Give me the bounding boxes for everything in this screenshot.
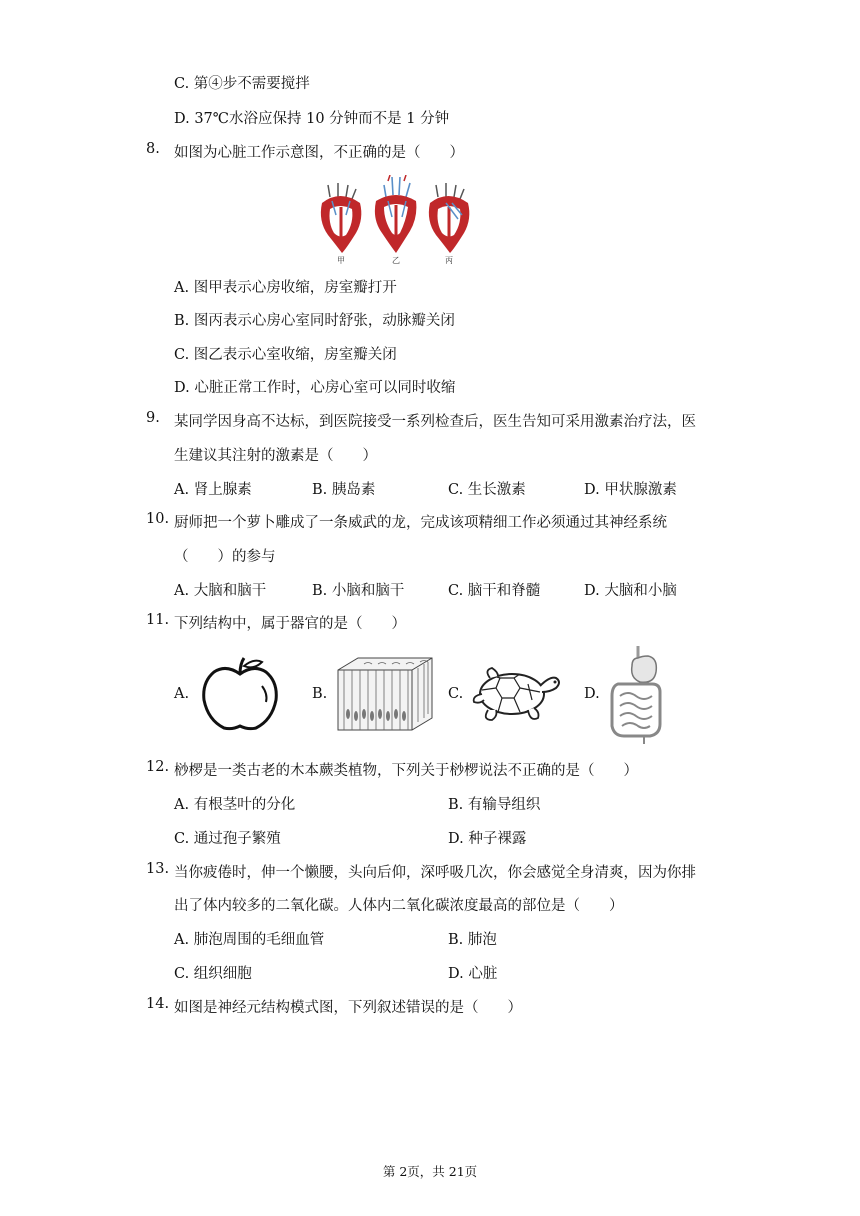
q14-stem: 如图是神经元结构模式图，下列叙述错误的是（ ） bbox=[174, 1000, 522, 1016]
q8-option-a: A. 图甲表示心房收缩，房室瓣打开 bbox=[174, 280, 397, 296]
page-footer: 第 2页，共 21页 bbox=[382, 1164, 478, 1179]
heart-icon-jia bbox=[321, 183, 361, 253]
q10-stem-line2: （ ）的参与 bbox=[174, 549, 276, 565]
q10-option-a: A. 大脑和脑干 bbox=[174, 583, 267, 599]
q14-number: 14. bbox=[146, 996, 170, 1012]
q13-option-b: B. 肺泡 bbox=[448, 932, 497, 948]
q9-option-b: B. 胰岛素 bbox=[312, 482, 376, 498]
digestive-system-icon bbox=[604, 644, 668, 744]
q12-option-a: A. 有根茎叶的分化 bbox=[174, 797, 296, 813]
q10-stem-line1: 厨师把一个萝卜雕成了一条威武的龙，完成该项精细工作必须通过其神经系统 bbox=[174, 515, 667, 531]
q11-option-c-label: C. bbox=[448, 686, 464, 702]
q13-stem-line1: 当你疲倦时，伸一个懒腰，头向后仰，深呼吸几次，你会感觉全身清爽，因为你排 bbox=[174, 865, 696, 881]
q12-option-c: C. 通过孢子繁殖 bbox=[174, 831, 281, 847]
q13-option-d: D. 心脏 bbox=[448, 966, 498, 982]
q9-option-d: D. 甲状腺激素 bbox=[584, 482, 677, 498]
q9-option-c: C. 生长激素 bbox=[448, 482, 526, 498]
epithelial-tissue-icon bbox=[334, 656, 434, 738]
q9-option-a: A. 肾上腺素 bbox=[174, 482, 252, 498]
q13-option-a: A. 肺泡周围的毛细血管 bbox=[174, 932, 325, 948]
turtle-icon bbox=[468, 654, 564, 730]
q13-stem-line2: 出了体内较多的二氧化碳。人体内二氧化碳浓度最高的部位是（ ） bbox=[174, 898, 624, 914]
q10-option-d: D. 大脑和小脑 bbox=[584, 583, 677, 599]
q13-option-c: C. 组织细胞 bbox=[174, 966, 252, 982]
option-c-prev: C. 第④步不需要搅拌 bbox=[174, 76, 310, 92]
apple-icon bbox=[198, 656, 282, 732]
option-d-prev: D. 37℃水浴应保持 10 分钟而不是 1 分钟 bbox=[174, 111, 450, 127]
q11-option-a-label: A. bbox=[174, 686, 190, 702]
q8-option-b: B. 图丙表示心房心室同时舒张，动脉瓣关闭 bbox=[174, 313, 455, 329]
q9-stem-line2: 生建议其注射的激素是（ ） bbox=[174, 448, 377, 464]
q12-option-b: B. 有输导组织 bbox=[448, 797, 541, 813]
q8-option-c: C. 图乙表示心室收缩，房室瓣关闭 bbox=[174, 347, 397, 363]
q8-stem: 如图为心脏工作示意图，不正确的是（ ） bbox=[174, 145, 464, 161]
fig-label-yi: 乙 bbox=[392, 256, 400, 265]
q10-option-b: B. 小脑和脑干 bbox=[312, 583, 405, 599]
q9-stem-line1: 某同学因身高不达标，到医院接受一系列检查后，医生告知可采用激素治疗法，医 bbox=[174, 414, 696, 430]
heart-diagram-figure bbox=[308, 175, 478, 267]
q11-option-b-label: B. bbox=[312, 686, 328, 702]
fig-label-bing: 丙 bbox=[445, 256, 453, 265]
q10-number: 10. bbox=[146, 511, 170, 527]
q13-number: 13. bbox=[146, 861, 170, 877]
q8-option-d: D. 心脏正常工作时，心房心室可以同时收缩 bbox=[174, 380, 456, 396]
fig-label-jia: 甲 bbox=[337, 256, 345, 265]
q10-option-c: C. 脑干和脊髓 bbox=[448, 583, 541, 599]
q12-stem: 桫椤是一类古老的木本蕨类植物，下列关于桫椤说法不正确的是（ ） bbox=[174, 763, 638, 779]
heart-icon-yi bbox=[375, 175, 417, 253]
q11-option-d-label: D. bbox=[584, 686, 600, 702]
q12-option-d: D. 种子裸露 bbox=[448, 831, 527, 847]
q11-number: 11. bbox=[146, 612, 170, 628]
q8-number: 8. bbox=[146, 141, 160, 157]
q11-stem: 下列结构中，属于器官的是（ ） bbox=[174, 616, 406, 632]
q12-number: 12. bbox=[146, 759, 170, 775]
q9-number: 9. bbox=[146, 410, 160, 426]
heart-icon-bing bbox=[429, 183, 469, 253]
